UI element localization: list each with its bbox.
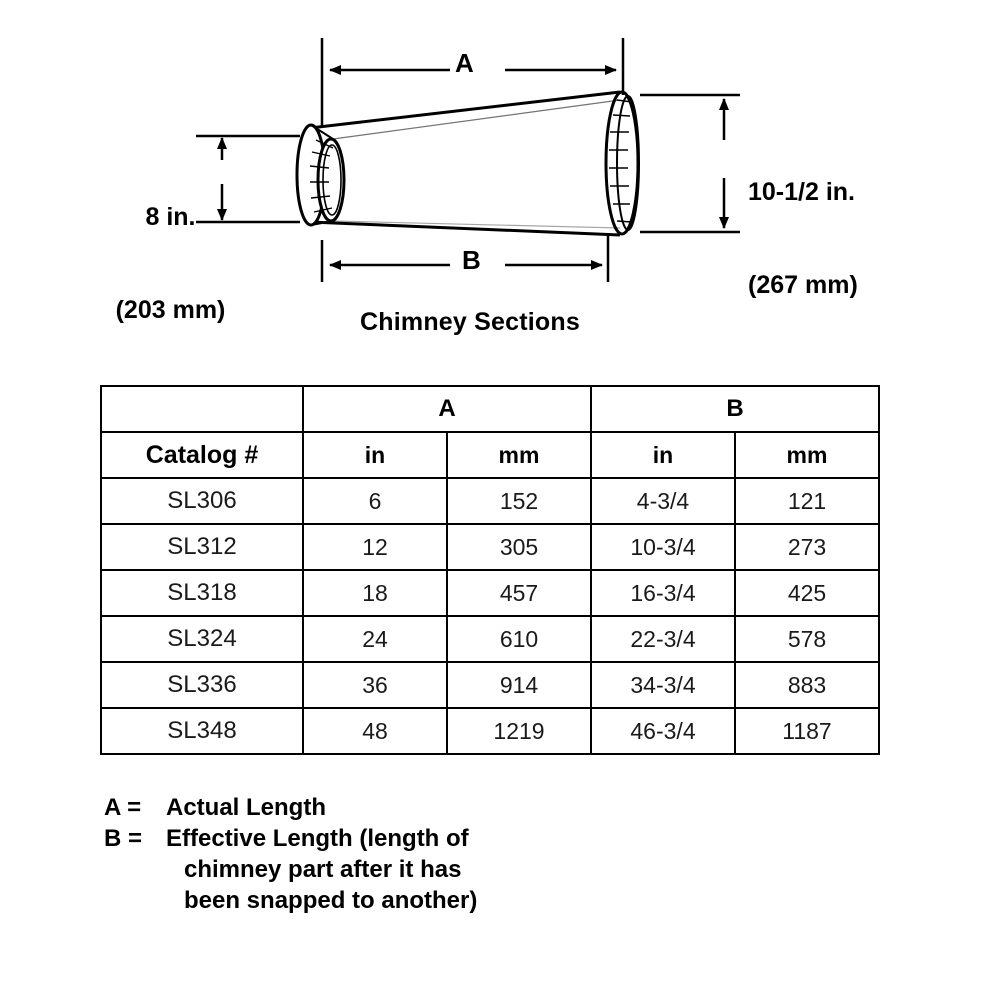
cell-catalog: SL324 [101, 616, 303, 662]
left-dimension-inches: 8 in. [145, 203, 196, 231]
right-dimension-inches: 10-1/2 in. [748, 178, 855, 206]
table-header-b-in: in [591, 432, 735, 478]
table-header-catalog: Catalog # [101, 432, 303, 478]
cell-b-mm: 1187 [735, 708, 879, 754]
cell-a-mm: 914 [447, 662, 591, 708]
legend-key-a: A = [104, 794, 142, 821]
table-row [101, 524, 879, 570]
table-header-b-mm: mm [735, 432, 879, 478]
legend-text-b-cont2: been snapped to another) [184, 887, 478, 914]
cell-a-mm: 1219 [447, 708, 591, 754]
left-dimension-label [78, 140, 263, 388]
cell-catalog: SL348 [101, 708, 303, 754]
table-row [101, 616, 879, 662]
cell-catalog: SL312 [101, 524, 303, 570]
cell-b-in: 10-3/4 [591, 524, 735, 570]
cell-b-in: 46-3/4 [591, 708, 735, 754]
cell-a-mm: 610 [447, 616, 591, 662]
dimension-label-b: B [462, 245, 481, 275]
cell-a-in: 18 [303, 570, 447, 616]
cell-a-mm: 305 [447, 524, 591, 570]
cell-a-mm: 152 [447, 478, 591, 524]
legend-key-b: B = [104, 825, 143, 852]
legend-text-a: Actual Length [166, 794, 326, 821]
table-corner-blank [101, 386, 303, 432]
chimney-section-diagram [0, 0, 1000, 360]
cell-catalog: SL306 [101, 478, 303, 524]
table-group-header-a: A [303, 386, 591, 432]
cell-b-in: 22-3/4 [591, 616, 735, 662]
diagram-caption: Chimney Sections [360, 308, 580, 336]
dimension-label-a: A [455, 48, 474, 78]
dimensions-table [100, 385, 880, 755]
cell-catalog: SL336 [101, 662, 303, 708]
cell-a-in: 6 [303, 478, 447, 524]
left-dimension-mm: (203 mm) [115, 296, 226, 324]
cell-a-in: 24 [303, 616, 447, 662]
legend [104, 792, 804, 916]
cell-b-in: 16-3/4 [591, 570, 735, 616]
legend-text-b-cont1: chimney part after it has [184, 856, 462, 883]
cell-b-in: 4-3/4 [591, 478, 735, 524]
cell-a-in: 48 [303, 708, 447, 754]
cell-b-mm: 425 [735, 570, 879, 616]
cell-a-in: 12 [303, 524, 447, 570]
table-row [101, 662, 879, 708]
cell-b-mm: 578 [735, 616, 879, 662]
cell-b-in: 34-3/4 [591, 662, 735, 708]
cell-catalog: SL318 [101, 570, 303, 616]
table-row [101, 570, 879, 616]
table-unit-header-row [101, 432, 879, 478]
table-row [101, 708, 879, 754]
right-dimension-mm: (267 mm) [748, 271, 858, 299]
table-row [101, 478, 879, 524]
cell-b-mm: 121 [735, 478, 879, 524]
legend-text-b: Effective Length (length of [166, 825, 469, 852]
cell-b-mm: 273 [735, 524, 879, 570]
cell-a-mm: 457 [447, 570, 591, 616]
table-group-header-b: B [591, 386, 879, 432]
cell-a-in: 36 [303, 662, 447, 708]
legend-row-b [104, 823, 804, 854]
legend-row-a [104, 792, 804, 823]
dimensions-table-wrapper [100, 385, 878, 755]
table-header-a-mm: mm [447, 432, 591, 478]
table-header-a-in: in [303, 432, 447, 478]
cell-b-mm: 883 [735, 662, 879, 708]
table-group-header-row [101, 386, 879, 432]
